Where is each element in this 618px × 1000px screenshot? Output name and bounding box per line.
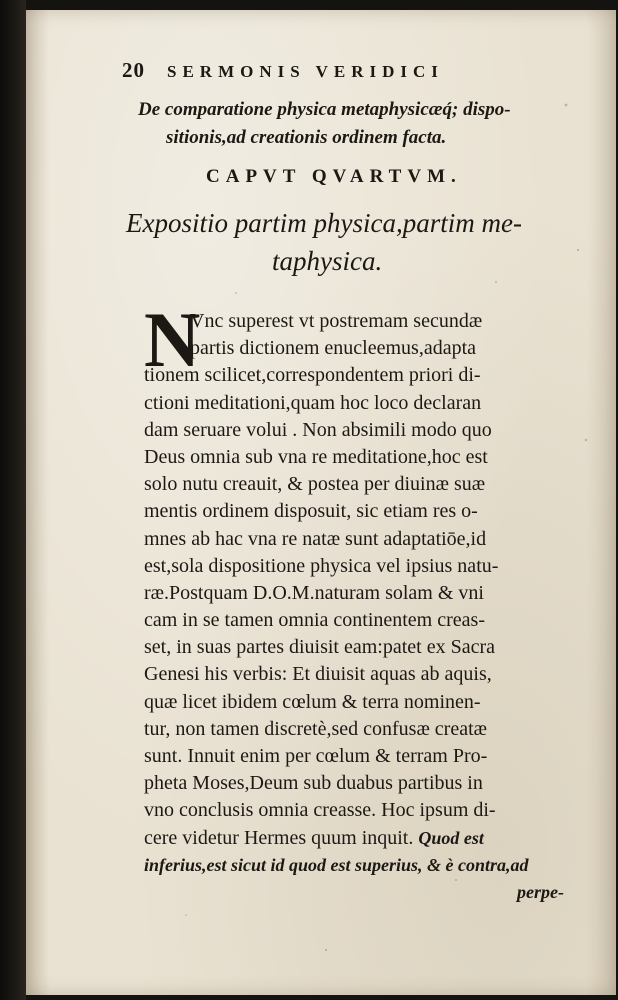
body-line: set, in suas partes diuisit eam:patet ex Sacra	[144, 636, 496, 659]
running-title: SERMONIS VERIDICI	[167, 62, 444, 81]
chapter-subtitle-line1: Expositio partim physica,partim me-	[126, 208, 522, 238]
body-line: mnes ab hac vna re natæ sunt adaptatiōe,id	[144, 527, 487, 550]
body-line: tur, non tamen discretè,sed confusæ creatæ	[144, 717, 487, 740]
body-line: quæ licet ibidem cœlum & terra nominen-	[144, 690, 481, 713]
body-line-with-quote	[144, 825, 594, 852]
body-line: vno conclusis omnia creasse. Hoc ipsum di-	[144, 799, 496, 822]
quote-start: Quod est	[418, 827, 484, 848]
body-line: pheta Moses,Deum sub duabus partibus in	[144, 772, 483, 795]
body-line: sunt. Innuit enim per cœlum & terram Pro-	[144, 745, 488, 767]
catchword: perpe-	[517, 881, 564, 902]
page-number: 20	[122, 58, 145, 82]
section-heading-line2: sitionis,ad creationis ordinem facta.	[166, 127, 447, 148]
chapter-subtitle	[126, 204, 586, 280]
chapter-title: CAPVT QVARTVM.	[206, 166, 462, 187]
body-text	[144, 296, 594, 906]
body-line: cam in se tamen omnia continentem creas-	[144, 609, 485, 632]
running-head	[122, 58, 542, 88]
book-page	[26, 10, 616, 995]
body-line: Deus omnia sub vna re meditatione,hoc est	[144, 445, 488, 468]
chapter-subtitle-line2: taphysica.	[272, 246, 383, 276]
drop-cap-letter: N	[144, 296, 201, 383]
body-line: solo nutu creauit, & postea per diuinæ suæ	[144, 473, 486, 496]
body-line: Vnc superest vt postremam secundæ	[190, 310, 483, 332]
body-line: Genesi his verbis: Et diuisit aquas ab aquis,	[144, 663, 492, 686]
body-line: est,sola dispositione physica vel ipsius natu-	[144, 554, 499, 577]
quote-line: inferius,est sicut id quod est superius, & è contra,ad	[144, 854, 529, 875]
body-line: dam seruare volui . Non absimili modo quo	[144, 418, 492, 441]
section-heading-line1: De comparatione physica metaphysicæq́; dispo-	[138, 99, 511, 120]
body-line: cere videtur Hermes quum inquit.	[144, 826, 414, 849]
body-line: tionem scilicet,correspondentem priori di-	[144, 364, 481, 387]
body-line: ræ.Postquam D.O.M.naturam solam & vni	[144, 581, 484, 604]
section-heading	[138, 96, 558, 152]
body-line: ctioni meditationi,quam hoc loco declaran	[144, 391, 482, 414]
book-spine-edge	[0, 0, 26, 1000]
body-line: partis dictionem enucleemus,adapta	[190, 337, 477, 360]
body-line: mentis ordinem disposuit, sic etiam res o-	[144, 500, 478, 523]
